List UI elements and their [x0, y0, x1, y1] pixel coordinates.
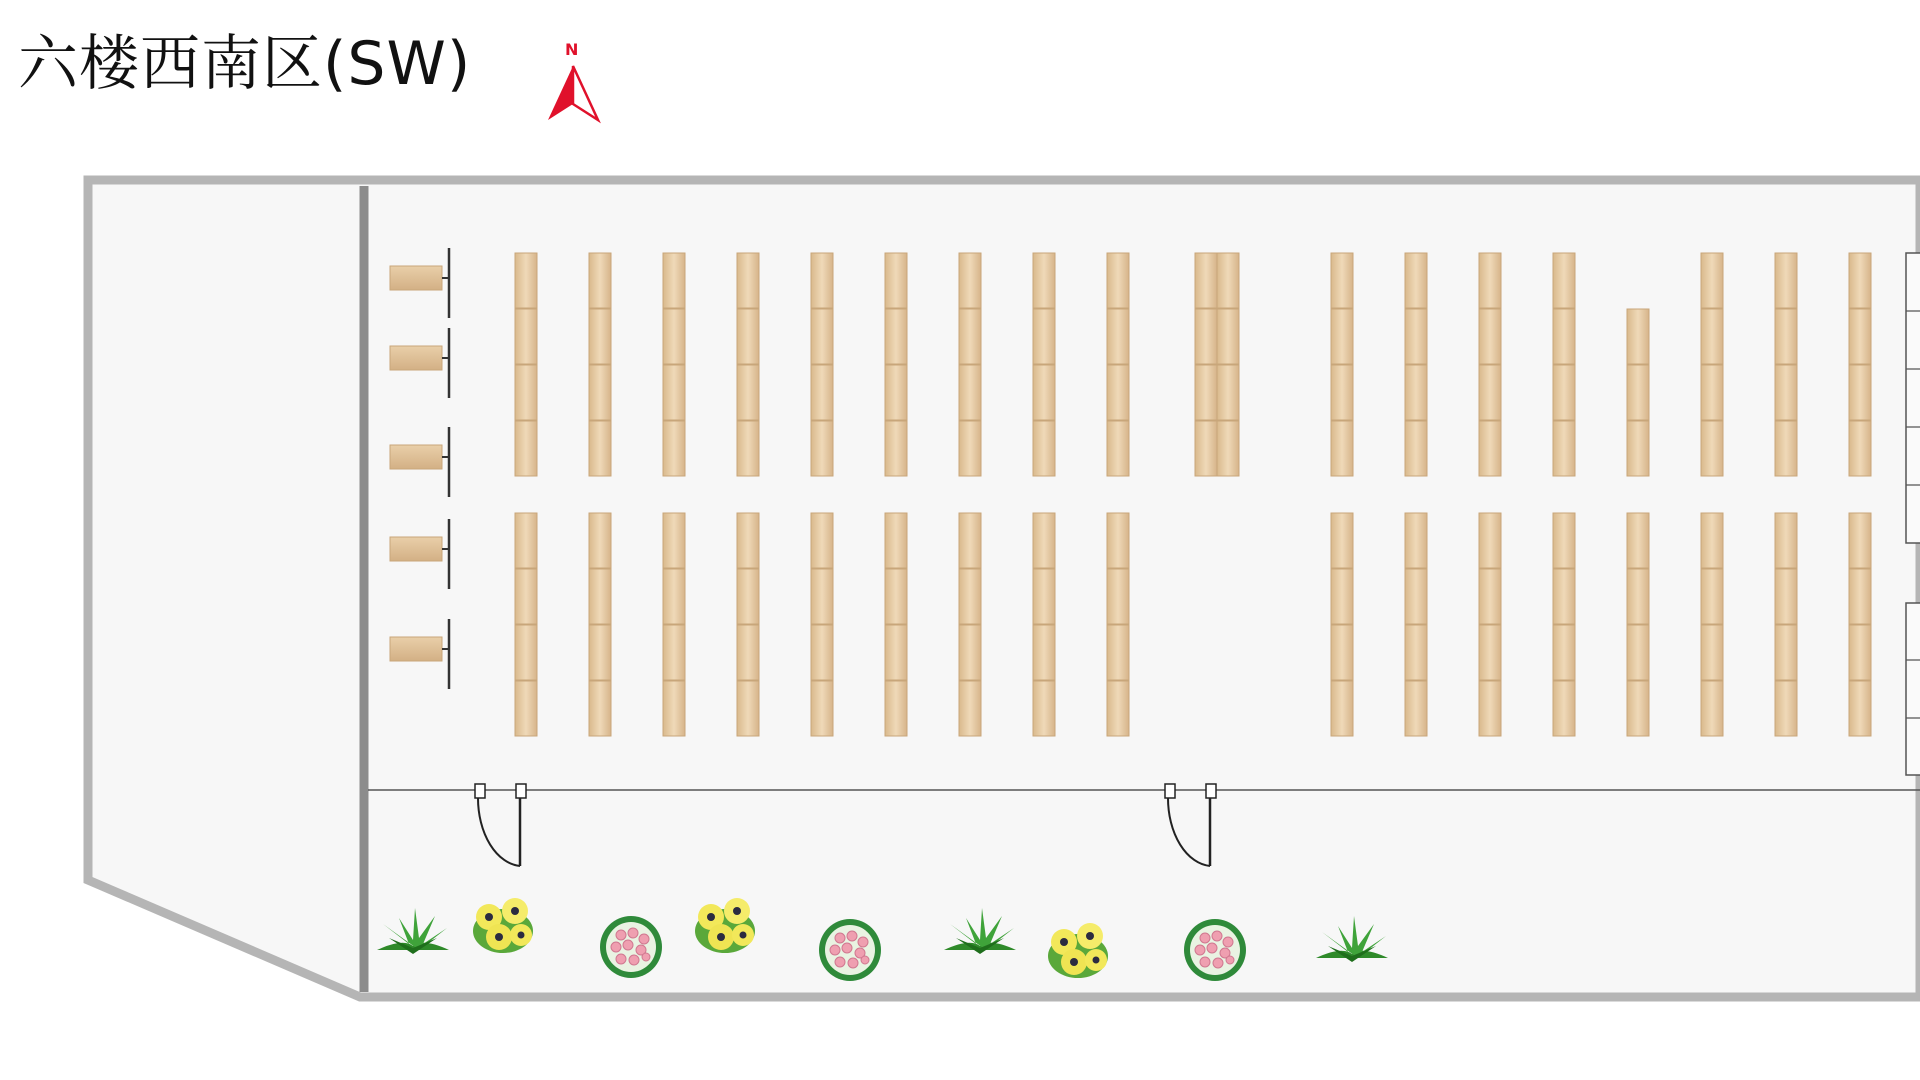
desk-upper: [1217, 253, 1239, 308]
desk-upper: [1195, 421, 1217, 476]
desk-upper: [1775, 309, 1797, 364]
desk-lower: [1107, 681, 1129, 736]
desk-upper: [737, 309, 759, 364]
desk-upper: [1849, 253, 1871, 308]
desk-lower: [737, 681, 759, 736]
desk-upper: [1107, 253, 1129, 308]
desk-lower: [1553, 681, 1575, 736]
desk-upper: [1405, 253, 1427, 308]
desk-lower: [959, 569, 981, 624]
pink-flower-pot-icon-3: [1184, 919, 1246, 981]
desk-lower: [1627, 569, 1649, 624]
desk-lower: [1627, 681, 1649, 736]
yellow-flowers-icon-3: [1048, 923, 1108, 978]
desk-upper: [1331, 309, 1353, 364]
desk-upper: [1627, 365, 1649, 420]
desk-lower: [589, 569, 611, 624]
desk-lower: [885, 513, 907, 568]
side-table-top: [390, 445, 442, 469]
desk-lower: [1033, 513, 1055, 568]
desk-upper: [663, 421, 685, 476]
desk-lower: [1701, 513, 1723, 568]
desk-lower: [885, 569, 907, 624]
desk-lower: [811, 569, 833, 624]
desk-lower: [515, 625, 537, 680]
desk-upper: [811, 253, 833, 308]
desk-lower: [1107, 569, 1129, 624]
desk-upper: [589, 365, 611, 420]
desk-lower: [663, 681, 685, 736]
desk-upper: [885, 365, 907, 420]
desk-upper: [1217, 365, 1239, 420]
side-table-top: [390, 266, 442, 290]
map-title: 六楼西南区(SW): [18, 29, 472, 99]
desk-upper: [811, 421, 833, 476]
desk-upper: [1107, 421, 1129, 476]
desk-lower: [1701, 625, 1723, 680]
desk-lower: [1107, 625, 1129, 680]
pink-flower-pot-icon-2: [819, 919, 881, 981]
desk-lower: [1033, 681, 1055, 736]
desk-upper: [589, 421, 611, 476]
desk-upper: [737, 253, 759, 308]
desk-lower: [1405, 513, 1427, 568]
desk-upper: [737, 421, 759, 476]
desk-upper: [959, 253, 981, 308]
desk-lower: [1479, 625, 1501, 680]
desk-upper: [1701, 365, 1723, 420]
desk-lower: [1775, 569, 1797, 624]
desk-upper: [663, 365, 685, 420]
desk-lower: [1627, 625, 1649, 680]
desk-upper: [1627, 309, 1649, 364]
desk-upper: [1479, 365, 1501, 420]
desk-upper: [515, 253, 537, 308]
desk-upper: [1033, 253, 1055, 308]
desk-upper: [1553, 309, 1575, 364]
desk-lower: [1479, 681, 1501, 736]
desk-upper: [1405, 365, 1427, 420]
desk-lower: [663, 569, 685, 624]
desk-upper: [1849, 421, 1871, 476]
desk-lower: [959, 681, 981, 736]
desk-lower: [1849, 625, 1871, 680]
desk-upper: [1107, 309, 1129, 364]
desk-upper: [1849, 365, 1871, 420]
pink-flower-pot-icon-1: [600, 916, 662, 978]
desk-lower: [1553, 625, 1575, 680]
desk-upper: [515, 365, 537, 420]
desk-upper: [1033, 365, 1055, 420]
desk-lower: [1405, 625, 1427, 680]
desk-lower: [1479, 569, 1501, 624]
desk-lower: [1553, 513, 1575, 568]
compass-north-label: N: [565, 40, 579, 59]
desk-lower: [1405, 681, 1427, 736]
desk-upper: [1553, 365, 1575, 420]
desk-upper: [1107, 365, 1129, 420]
desk-lower: [737, 569, 759, 624]
desk-lower: [515, 513, 537, 568]
desk-lower: [1331, 681, 1353, 736]
desk-upper: [1701, 421, 1723, 476]
desk-upper: [1775, 421, 1797, 476]
desk-upper: [1627, 421, 1649, 476]
desk-lower: [1033, 625, 1055, 680]
desk-lower: [589, 625, 611, 680]
desk-upper: [737, 365, 759, 420]
desk-lower: [1033, 569, 1055, 624]
desk-upper: [1033, 309, 1055, 364]
desk-upper: [589, 253, 611, 308]
desk-lower: [737, 513, 759, 568]
desk-upper: [959, 365, 981, 420]
desk-upper: [885, 253, 907, 308]
desk-lower: [1775, 625, 1797, 680]
yellow-flowers-icon-1: [473, 898, 533, 953]
desk-upper: [1701, 253, 1723, 308]
desk-lower: [959, 625, 981, 680]
desk-lower: [663, 625, 685, 680]
desk-lower: [589, 681, 611, 736]
desk-lower: [811, 513, 833, 568]
desk-upper: [1553, 421, 1575, 476]
desk-upper: [1701, 309, 1723, 364]
desk-upper: [663, 253, 685, 308]
desk-upper: [1479, 253, 1501, 308]
desk-lower: [1479, 513, 1501, 568]
desk-upper: [1195, 365, 1217, 420]
desk-lower: [1701, 569, 1723, 624]
desk-lower: [1331, 569, 1353, 624]
side-table-top: [390, 346, 442, 370]
desk-lower: [811, 681, 833, 736]
desk-upper: [1331, 365, 1353, 420]
desk-lower: [1775, 681, 1797, 736]
desk-lower: [1775, 513, 1797, 568]
desk-lower: [811, 625, 833, 680]
desk-upper: [1217, 309, 1239, 364]
desk-lower: [1627, 513, 1649, 568]
desk-lower: [1849, 569, 1871, 624]
side-table-top: [390, 537, 442, 561]
desk-upper: [885, 421, 907, 476]
desk-lower: [885, 681, 907, 736]
desk-lower: [737, 625, 759, 680]
side-table-top: [390, 637, 442, 661]
yellow-flowers-icon-2: [695, 898, 755, 953]
desk-upper: [515, 421, 537, 476]
desk-upper: [959, 309, 981, 364]
desk-lower: [1107, 513, 1129, 568]
desk-lower: [1553, 569, 1575, 624]
bookshelf-upper: [1906, 253, 1920, 543]
desk-upper: [515, 309, 537, 364]
desk-upper: [959, 421, 981, 476]
desk-lower: [1849, 681, 1871, 736]
desk-upper: [1331, 421, 1353, 476]
desk-upper: [1553, 253, 1575, 308]
desk-upper: [1195, 309, 1217, 364]
desk-upper: [811, 365, 833, 420]
desk-lower: [1405, 569, 1427, 624]
desk-lower: [1331, 625, 1353, 680]
desk-upper: [811, 309, 833, 364]
desk-upper: [1217, 421, 1239, 476]
desk-upper: [1331, 253, 1353, 308]
desk-lower: [1849, 513, 1871, 568]
north-arrow-icon: [548, 66, 598, 120]
desk-upper: [1405, 309, 1427, 364]
desk-lower: [515, 681, 537, 736]
desk-lower: [663, 513, 685, 568]
desk-upper: [1405, 421, 1427, 476]
desk-upper: [1033, 421, 1055, 476]
desk-upper: [1195, 253, 1217, 308]
desk-lower: [589, 513, 611, 568]
desk-lower: [885, 625, 907, 680]
bookshelf-lower: [1906, 603, 1920, 775]
desk-lower: [959, 513, 981, 568]
desk-upper: [1775, 365, 1797, 420]
desk-lower: [1701, 681, 1723, 736]
desk-upper: [1479, 309, 1501, 364]
desk-upper: [885, 309, 907, 364]
desk-upper: [589, 309, 611, 364]
desk-upper: [1775, 253, 1797, 308]
desk-upper: [1479, 421, 1501, 476]
desk-lower: [1331, 513, 1353, 568]
desk-upper: [663, 309, 685, 364]
desk-upper: [1849, 309, 1871, 364]
desk-lower: [515, 569, 537, 624]
